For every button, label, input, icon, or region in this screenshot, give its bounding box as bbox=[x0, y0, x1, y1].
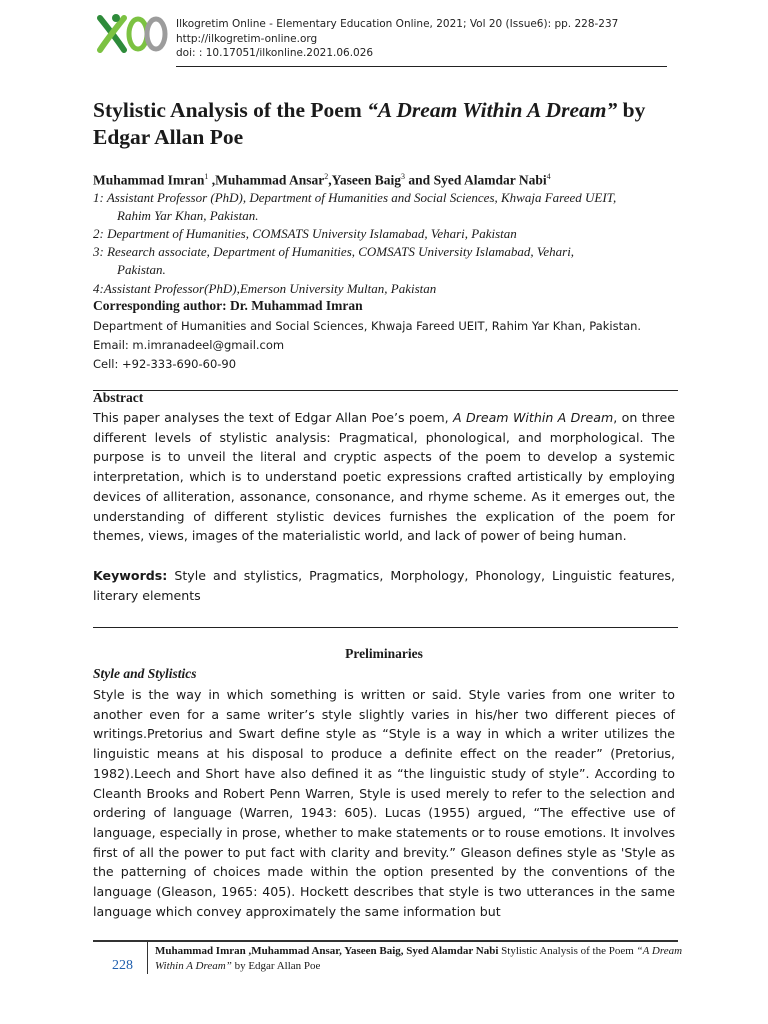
corresponding-author-heading: Corresponding author: Dr. Muhammad Imran bbox=[93, 298, 363, 313]
corresponding-department: Department of Humanities and Social Sciences, Khwaja Fareed UEIT, Rahim Yar Khan, Pakistan. bbox=[93, 319, 642, 333]
affiliation-line: Rahim Yar Khan, Pakistan. bbox=[117, 208, 259, 223]
affiliation-line: 2: Department of Humanities, COMSATS University Islamabad, Vehari, Pakistan bbox=[93, 226, 517, 241]
affiliation-4 bbox=[93, 280, 683, 298]
journal-citation: Ilkogretim Online - Elementary Education Online, 2021; Vol 20 (Issue6): pp. 228-237 bbox=[176, 18, 619, 30]
keywords-label: Keywords: bbox=[93, 568, 168, 583]
affiliation-line: 1: Assistant Professor (PhD), Department of Humanities and Social Sciences, Khwaja Fareed UEIT, bbox=[93, 190, 617, 205]
keywords-text: Style and stylistics, Pragmatics, Morphology, Phonology, Linguistic features, literary elements bbox=[93, 568, 675, 603]
abstract-body bbox=[93, 408, 675, 546]
journal-url[interactable]: http://ilkogretim-online.org bbox=[176, 32, 318, 45]
title-prefix: Stylistic Analysis of the Poem bbox=[93, 98, 368, 122]
author-sep: , bbox=[208, 172, 216, 188]
affiliation-line: 4:Assistant Professor(PhD),Emerson University Multan, Pakistan bbox=[93, 281, 437, 296]
footer-title-poem: “A Dream Within A Dream” bbox=[155, 945, 683, 972]
header-rule bbox=[176, 66, 667, 67]
author-sep: and bbox=[405, 172, 434, 188]
author-name: Syed Alamdar Nabi bbox=[433, 172, 547, 188]
abstract-top-rule bbox=[93, 390, 678, 391]
title-line2: Edgar Allan Poe bbox=[93, 125, 244, 149]
affiliation-line: Pakistan. bbox=[117, 262, 166, 277]
doi[interactable]: doi: : 10.17051/ilkonline.2021.06.026 bbox=[176, 47, 374, 59]
affiliation-1 bbox=[93, 189, 683, 225]
author-sup: 1 bbox=[204, 172, 209, 181]
author-sep: , bbox=[328, 172, 332, 188]
section-body: Style is the way in which something is written or said. Style varies from one writer to another even for a same writer’s style slightly varies in his/her two different pieces of writings.Pretorius and Swart define style as “Style is a way in which a writer utilizes the linguistic means at his disposal to produce a definite effect on the reader” (Pretorius, 1982).Leech and Short have also defined it as “the linguistic study of style”. According to Cleanth Brooks and Robert Penn Warren, Style is used merely to refer to the selection and ordering of language (Warren, 1943: 605). Lucas (1955) argued, “The effective use of language, especially in prose, whether to make statements or to rouse emotions. It involves first of all the power to put fact with clarity and brevity.” Gleason defines style as 'Style as the patterning of choices made within the option presented by the conventions of the language (Gleason, 1965: 405). Hockett describes that style is two utterances in the same language which convey approximately the same information but bbox=[93, 687, 675, 919]
affiliation-2 bbox=[93, 225, 683, 243]
corresponding-cell: Cell: +92-333-690-60-90 bbox=[93, 357, 237, 371]
affiliation-line: 3: Research associate, Department of Humanities, COMSATS University Islamabad, Vehari, bbox=[93, 244, 575, 259]
author-list bbox=[93, 172, 551, 189]
page-number: 228 bbox=[112, 958, 133, 973]
abstract-bottom-rule bbox=[93, 627, 678, 628]
keywords bbox=[93, 566, 675, 605]
author-name: Yaseen Baig bbox=[331, 172, 402, 188]
author-name: Muhammad Ansar bbox=[215, 172, 325, 188]
running-footer bbox=[155, 944, 685, 974]
affiliation-3 bbox=[93, 243, 683, 279]
title-poem: “A Dream Within A Dream” bbox=[367, 98, 618, 122]
journal-header bbox=[176, 17, 618, 61]
footer-title-post: by Edgar Allan Poe bbox=[231, 960, 321, 972]
author-sup: 3 bbox=[401, 172, 406, 181]
section-heading: Preliminaries bbox=[345, 646, 423, 661]
author-name: Muhammad Imran bbox=[93, 172, 205, 188]
footer-rule bbox=[93, 940, 678, 942]
corresponding-contact bbox=[93, 317, 641, 374]
subsection-heading: Style and Stylistics bbox=[93, 666, 197, 681]
paper-title bbox=[93, 97, 693, 151]
title-suffix: by bbox=[617, 98, 646, 122]
footer-authors: Muhammad Imran ,Muhammad Ansar, Yaseen Baig, Syed Alamdar Nabi bbox=[155, 945, 499, 957]
abstract-text-pre: This paper analyses the text of Edgar Allan Poe’s poem, bbox=[93, 410, 453, 425]
corresponding-email[interactable]: Email: m.imranadeel@gmail.com bbox=[93, 338, 285, 352]
author-sup: 4 bbox=[546, 172, 551, 181]
abstract-text-post: , on three different levels of stylistic analysis: Pragmatical, phonological, and morphological. The purpose is to unveil the literal and cryptic aspects of the poem to develop a systemic interpretation, which is to understand poetic expressions crafted artistically by employing devices of alliteration, assonance, consonance, and rhyme scheme. As it emerges out, the understanding of different stylistic devices furnishes the explication of the poem for themes, views, images of the materialistic world, and lack of power of being human. bbox=[93, 410, 676, 544]
abstract-poem: A Dream Within A Dream bbox=[452, 410, 614, 425]
footer-divider bbox=[147, 942, 148, 974]
author-sup: 2 bbox=[324, 172, 329, 181]
footer-title-pre: Stylistic Analysis of the Poem bbox=[498, 945, 637, 957]
journal-logo bbox=[94, 12, 170, 56]
abstract-heading: Abstract bbox=[93, 390, 144, 405]
